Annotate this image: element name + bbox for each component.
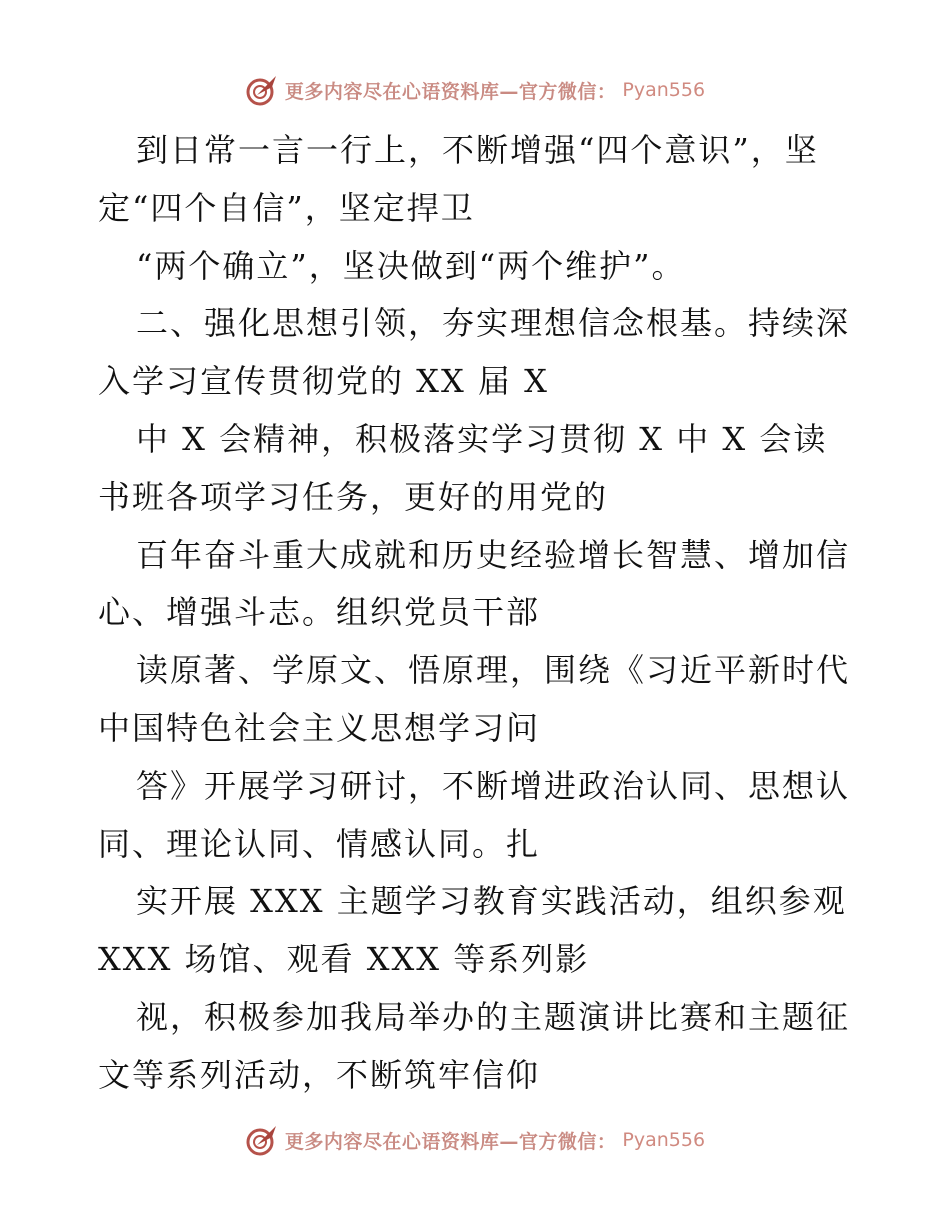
document-body bbox=[98, 122, 858, 1105]
header-banner-id: Pyan556 bbox=[622, 79, 706, 101]
quill-logo-icon bbox=[245, 73, 279, 107]
text-line: 书班各项学习任务，更好的用党的 bbox=[98, 477, 609, 516]
footer-banner-text: 更多内容尽在心语资料库—官方微信： bbox=[284, 1130, 617, 1153]
text-line: 文等系列活动，不断筑牢信仰 bbox=[98, 1055, 541, 1094]
text-line: 视，积极参加我局举办的主题演讲比赛和主题征 bbox=[136, 997, 851, 1036]
footer-banner bbox=[0, 1120, 950, 1160]
quill-logo-icon bbox=[245, 1123, 279, 1157]
text-line: 到日常一言一行上，不断增强“四个意识”，坚 bbox=[136, 131, 819, 169]
text-line: 读原著、学原文、悟原理，围绕《习近平新时代 bbox=[136, 651, 851, 690]
text-line: 入学习宣传贯彻党的 XX 届 X bbox=[98, 362, 549, 401]
header-banner-text: 更多内容尽在心语资料库—官方微信： bbox=[284, 80, 617, 103]
text-line: 实开展 XXX 主题学习教育实践活动，组织参观 bbox=[136, 882, 847, 921]
text-line: 同、理论认同、情感认同。扎 bbox=[98, 824, 541, 863]
text-line: 二、强化思想引领，夯实理想信念根基。持续深 bbox=[136, 304, 851, 343]
text-line: XXX 场馆、观看 XXX 等系列影 bbox=[98, 940, 590, 979]
text-line: 答》开展学习研讨，不断增进政治认同、思想认 bbox=[136, 766, 851, 805]
text-line: 心、增强斗志。组织党员干部 bbox=[98, 593, 541, 632]
text-line: 中 X 会精神，积极落实学习贯彻 X 中 X 会读 bbox=[136, 419, 828, 458]
text-line: 定“四个自信”，坚定捍卫 bbox=[98, 188, 475, 227]
text-line: 中国特色社会主义思想学习问 bbox=[98, 708, 541, 747]
text-line: “两个确立”，坚决做到“两个维护”。 bbox=[136, 246, 686, 285]
footer-banner-id: Pyan556 bbox=[622, 1129, 706, 1151]
header-banner bbox=[0, 70, 950, 110]
text-line: 百年奋斗重大成就和历史经验增长智慧、增加信 bbox=[136, 535, 851, 574]
